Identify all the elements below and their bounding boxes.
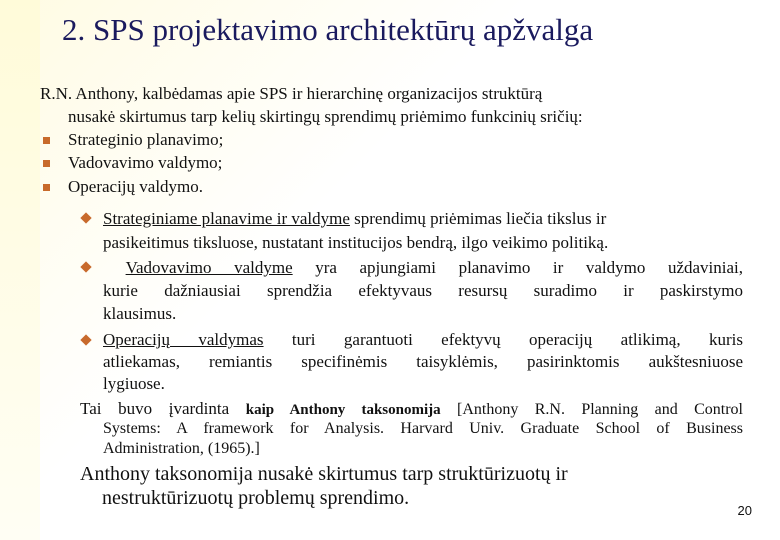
- intro-line-1: R.N. Anthony, kalbėdamas apie SPS ir hierarchinę organizacijos struktūrą: [40, 84, 543, 103]
- reference-line-2: Systems: A framework for Analysis. Harvard Univ. Graduate School of Business: [103, 420, 743, 437]
- sub-item-3-term: Operacijų valdymas: [103, 330, 264, 349]
- sub-item-3-line-2: atliekamas, remiantis specifinėmis taisyklėmis, pasirinktomis aukštesniuose: [103, 352, 743, 371]
- sub-item-2-line-2: kurie dažniausiai sprendžia efektyvaus resursų suradimo ir paskirstymo: [103, 281, 743, 300]
- page-number: 20: [737, 503, 752, 518]
- diamond-bullet-icon: [80, 334, 91, 345]
- sub-item-1-text: sprendimų priėmimas liečia tikslus ir: [349, 209, 607, 228]
- reference-lead: Tai buvo įvardinta: [80, 399, 246, 418]
- reference-name: kaip Anthony taksonomija: [245, 402, 441, 418]
- conclusion-line-2: nestruktūrizuotų problemų sprendimo.: [102, 487, 410, 509]
- sub-item-2-term: Vadovavimo valdyme: [125, 258, 293, 277]
- slide-title: 2. SPS projektavimo architektūrų apžvalga: [62, 12, 594, 47]
- conclusion-line-1: Anthony taksonomija nusakė skirtumus tarp struktūrizuotų ir: [80, 463, 568, 485]
- reference-line-3: Administration, (1965).]: [103, 440, 260, 457]
- sub-item-2-line-1: [103, 258, 743, 278]
- sub-item-3-text: turi garantuoti efektyvų operacijų atlikimą, kuris: [263, 330, 743, 349]
- reference-citation: [Anthony R.N. Planning and Control: [440, 401, 743, 418]
- sub-item-2-line-3: klausimus.: [103, 304, 177, 323]
- intro-line-2: nusakė skirtumus tarp kelių skirtingų sprendimų priėmimo funkcinių sričių:: [68, 107, 583, 126]
- square-bullet-icon: [43, 184, 50, 191]
- sub-item-1-line-2: pasikeitimus tiksluose, nustatant institucijos bendrą, ilgo veikimo politiką.: [103, 233, 609, 252]
- square-bullet-icon: [43, 137, 50, 144]
- sub-item-1-term: Strateginiame planavime ir valdyme: [103, 209, 350, 228]
- sub-item-3-line-3: lygiuose.: [103, 374, 165, 393]
- square-bullet-icon: [43, 160, 50, 167]
- sub-item-3-line-1: [103, 330, 743, 350]
- sub-item-1-line-1: [103, 209, 606, 229]
- bullet-item-2: Vadovavimo valdymo;: [68, 153, 223, 172]
- bullet-item-3: Operacijų valdymo.: [68, 177, 204, 196]
- diamond-bullet-icon: [80, 261, 91, 272]
- diamond-bullet-icon: [80, 212, 91, 223]
- side-decor-band: [0, 0, 40, 540]
- reference-line-1: [80, 399, 743, 420]
- sub-item-2-text: yra apjungiami planavimo ir valdymo uždaviniai,: [292, 258, 744, 277]
- bullet-item-1: Strateginio planavimo;: [68, 130, 224, 149]
